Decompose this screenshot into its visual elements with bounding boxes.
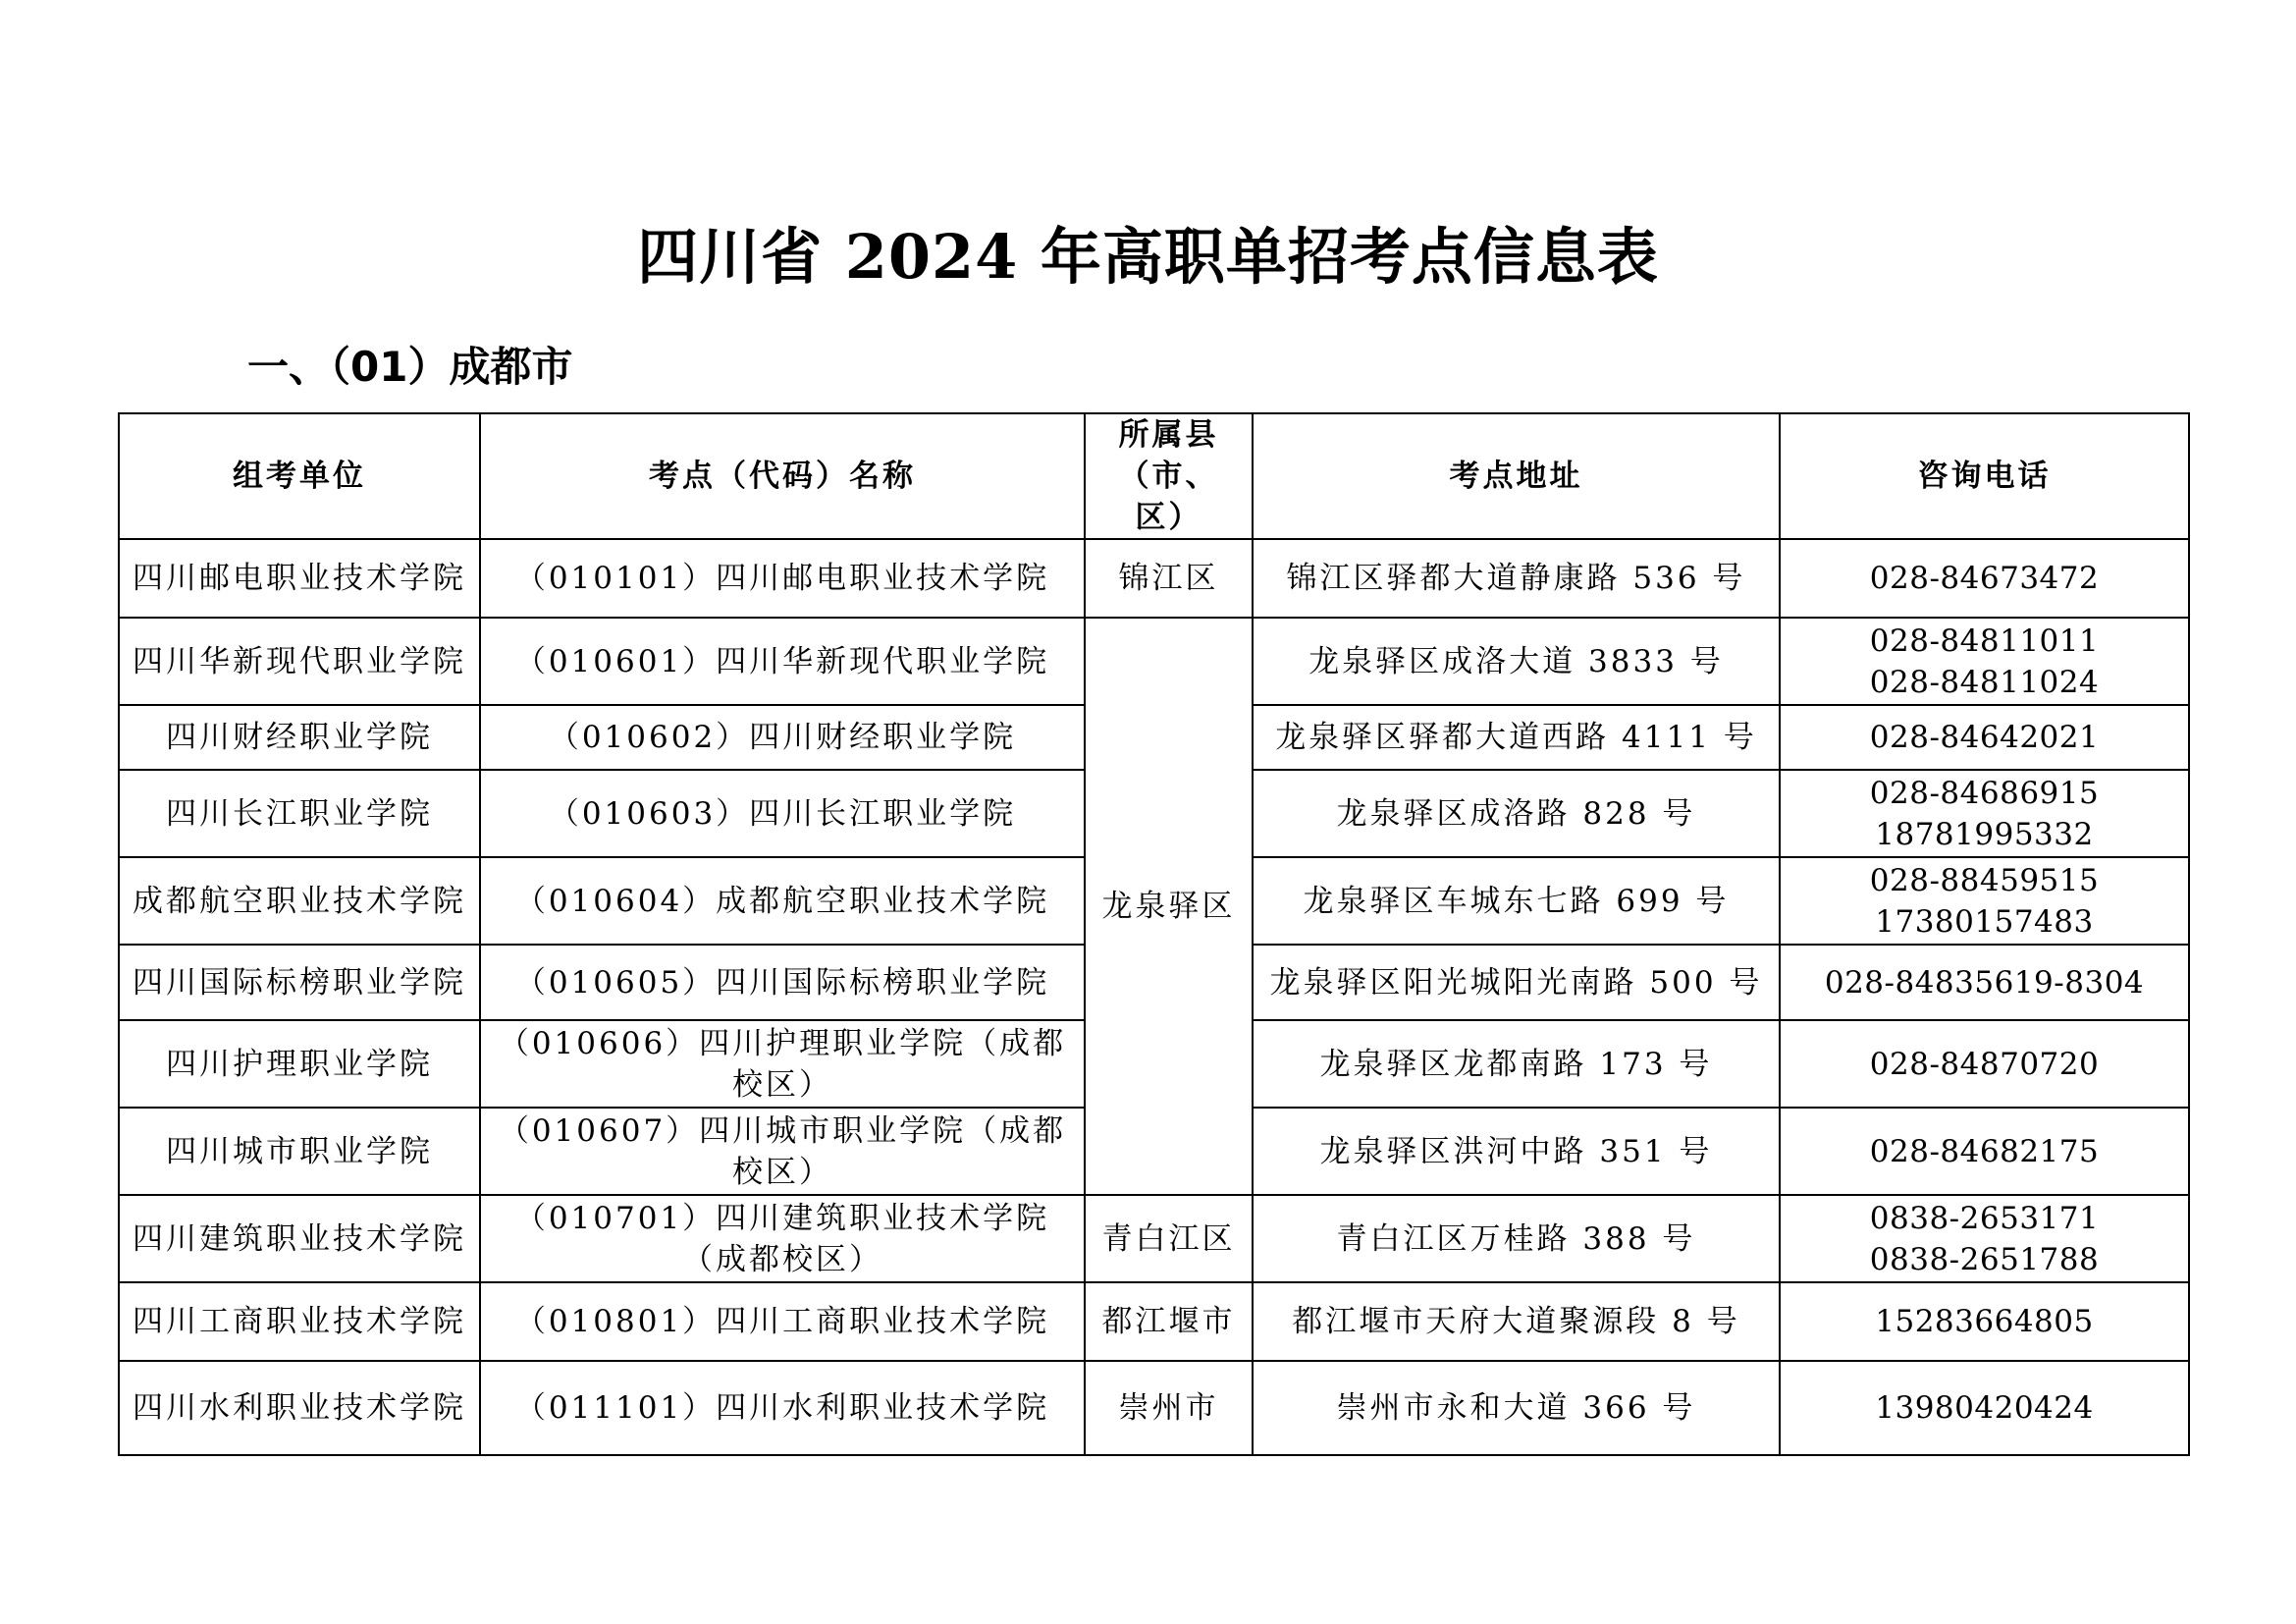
cell-exam-site: （011101）四川水利职业技术学院: [480, 1361, 1085, 1455]
header-address: 考点地址: [1253, 413, 1780, 539]
cell-address: 锦江区驿都大道静康路 536 号: [1253, 539, 1780, 618]
phone-number: 17380157483: [1875, 903, 2094, 940]
table-row: [119, 1282, 2189, 1361]
cell-organizer: 四川工商职业技术学院: [119, 1282, 480, 1361]
phone-number: 028-84686915: [1869, 775, 2100, 811]
section-heading: 一、（01）成都市: [247, 343, 573, 391]
phone-number: 028-84811024: [1869, 664, 2100, 700]
cell-phone: [1780, 1282, 2189, 1361]
header-phone: 咨询电话: [1780, 413, 2189, 539]
cell-phone: [1780, 1195, 2189, 1282]
phone-number: 0838-2651788: [1869, 1241, 2100, 1277]
cell-address: 都江堰市天府大道聚源段 8 号: [1253, 1282, 1780, 1361]
cell-exam-site: （010801）四川工商职业技术学院: [480, 1282, 1085, 1361]
header-exam-site: 考点（代码）名称: [480, 413, 1085, 539]
cell-organizer: 四川邮电职业技术学院: [119, 539, 480, 618]
cell-phone: [1780, 770, 2189, 857]
cell-address: 龙泉驿区成洛路 828 号: [1253, 770, 1780, 857]
cell-phone: [1780, 618, 2189, 705]
page-title: 四川省 2024 年高职单招考点信息表: [637, 221, 1659, 293]
header-organizer: 组考单位: [119, 413, 480, 539]
phone-number: 028-84870720: [1869, 1046, 2100, 1082]
cell-exam-site: （010701）四川建筑职业技术学院（成都校区）: [480, 1195, 1085, 1282]
table-row: [119, 618, 2189, 705]
cell-organizer: 四川国际标榜职业学院: [119, 945, 480, 1020]
cell-exam-site: （010602）四川财经职业学院: [480, 705, 1085, 770]
phone-number: 028-84682175: [1869, 1133, 2100, 1169]
table-header-row: [119, 413, 2189, 539]
cell-organizer: 成都航空职业技术学院: [119, 857, 480, 945]
cell-address: 崇州市永和大道 366 号: [1253, 1361, 1780, 1455]
cell-phone: [1780, 1020, 2189, 1108]
cell-exam-site: （010101）四川邮电职业技术学院: [480, 539, 1085, 618]
cell-address: 龙泉驿区成洛大道 3833 号: [1253, 618, 1780, 705]
cell-address: 龙泉驿区驿都大道西路 4111 号: [1253, 705, 1780, 770]
phone-number: 18781995332: [1875, 816, 2094, 852]
cell-exam-site: （010606）四川护理职业学院（成都校区）: [480, 1020, 1085, 1108]
phone-number: 028-84835619-8304: [1824, 964, 2145, 1001]
phone-number: 028-88459515: [1869, 862, 2100, 898]
cell-address: 龙泉驿区龙都南路 173 号: [1253, 1020, 1780, 1108]
cell-phone: [1780, 705, 2189, 770]
cell-phone: [1780, 945, 2189, 1020]
cell-organizer: 四川水利职业技术学院: [119, 1361, 480, 1455]
table-row: [119, 1195, 2189, 1282]
cell-address: 青白江区万桂路 388 号: [1253, 1195, 1780, 1282]
phone-number: 15283664805: [1875, 1304, 2094, 1339]
phone-number: 0838-2653171: [1869, 1200, 2100, 1236]
cell-address: 龙泉驿区车城东七路 699 号: [1253, 857, 1780, 945]
cell-phone: [1780, 1108, 2189, 1195]
cell-organizer: 四川财经职业学院: [119, 705, 480, 770]
cell-phone: [1780, 539, 2189, 618]
cell-county: 锦江区: [1085, 539, 1253, 618]
phone-number: 028-84673472: [1869, 561, 2100, 596]
cell-exam-site: （010607）四川城市职业学院（成都校区）: [480, 1108, 1085, 1195]
cell-organizer: 四川长江职业学院: [119, 770, 480, 857]
cell-exam-site: （010603）四川长江职业学院: [480, 770, 1085, 857]
cell-county-merged: 龙泉驿区: [1085, 618, 1253, 1195]
cell-county: 青白江区: [1085, 1195, 1253, 1282]
cell-organizer: 四川华新现代职业学院: [119, 618, 480, 705]
phone-number: 13980420424: [1875, 1390, 2094, 1426]
cell-exam-site: （010604）成都航空职业技术学院: [480, 857, 1085, 945]
table-row: [119, 539, 2189, 618]
phone-number: 028-84642021: [1869, 720, 2100, 755]
exam-site-table: [118, 412, 2190, 1456]
cell-exam-site: （010601）四川华新现代职业学院: [480, 618, 1085, 705]
cell-county: 崇州市: [1085, 1361, 1253, 1455]
header-county: 所属县（市、区）: [1085, 413, 1253, 539]
cell-county: 都江堰市: [1085, 1282, 1253, 1361]
table-row: [119, 1361, 2189, 1455]
cell-address: 龙泉驿区阳光城阳光南路 500 号: [1253, 945, 1780, 1020]
cell-address: 龙泉驿区洪河中路 351 号: [1253, 1108, 1780, 1195]
cell-exam-site: （010605）四川国际标榜职业学院: [480, 945, 1085, 1020]
cell-organizer: 四川城市职业学院: [119, 1108, 480, 1195]
cell-phone: [1780, 1361, 2189, 1455]
cell-organizer: 四川护理职业学院: [119, 1020, 480, 1108]
phone-number: 028-84811011: [1869, 623, 2100, 659]
cell-phone: [1780, 857, 2189, 945]
cell-organizer: 四川建筑职业技术学院: [119, 1195, 480, 1282]
